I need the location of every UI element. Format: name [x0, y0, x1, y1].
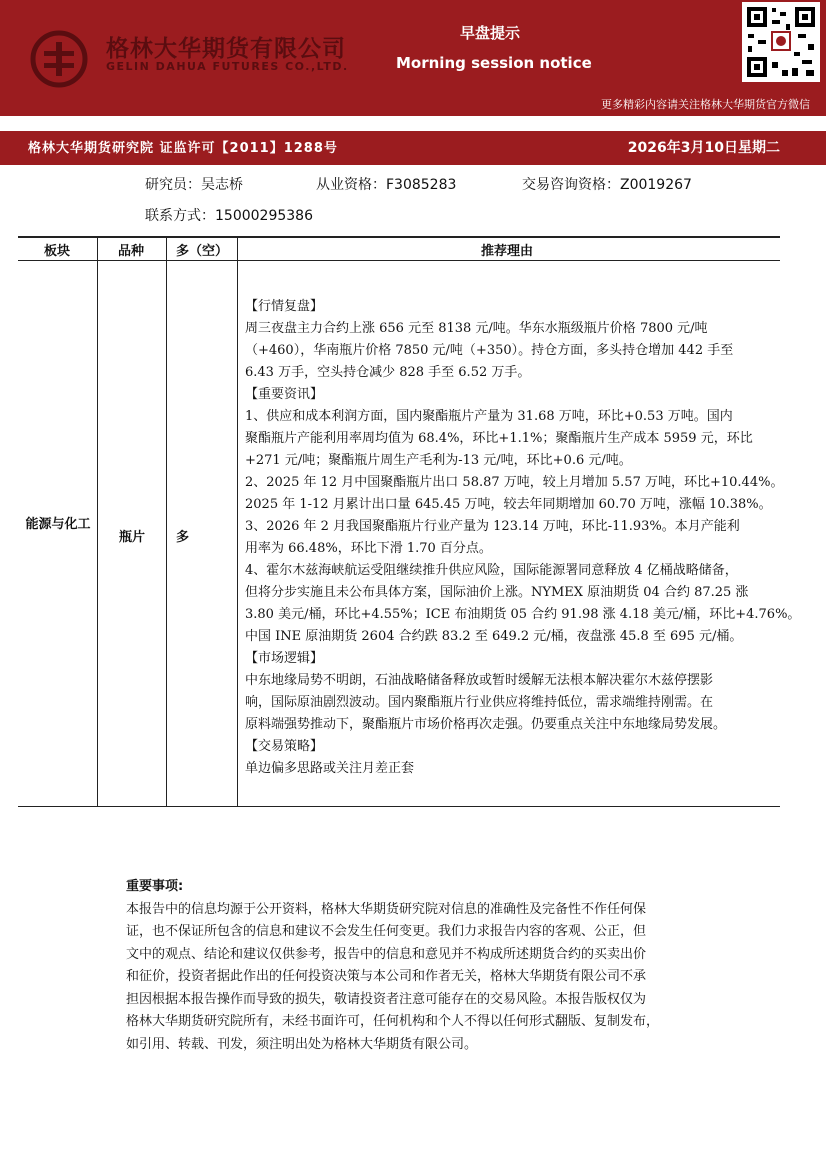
reason-line: 【重要资讯】 [245, 387, 324, 402]
company-logo-icon [30, 30, 88, 88]
table-column-divider [166, 236, 167, 807]
reason-line: 4、霍尔木兹海峡航运受阻继续推升供应风险，国际能源署同意释放 4 亿桶战略储备， [245, 563, 738, 578]
cell-variety: 瓶片 [118, 530, 145, 545]
report-date: 2026年3月10日星期二 [627, 140, 780, 156]
contact-info: 联系方式：15000295386 [145, 208, 313, 224]
table-bottom-border [18, 806, 780, 807]
reason-line: 用率为 66.48%，环比下滑 1.70 百分点。 [245, 541, 492, 556]
disclaimer-line: 担因根据本报告操作而导致的损失，敬请投资者注意可能存在的交易风险。本报告版权仅为 [126, 991, 647, 1007]
reason-line: 【市场逻辑】 [245, 651, 324, 666]
report-title-cn: 早盘提示 [460, 24, 521, 42]
reason-line: +271 元/吨；聚酯瓶片周生产毛利为-13 元/吨，环比+0.6 元/吨。 [245, 453, 632, 468]
reason-line: 6.43 万手，空头持仓减少 828 手至 6.52 万手。 [245, 365, 531, 380]
disclaimer [126, 876, 704, 1056]
reason-line: 但将分步实施且未公布具体方案，国际油价上涨。NYMEX 原油期货 04 合约 87.25 涨 [245, 585, 749, 600]
header-reason: 推荐理由 [481, 244, 534, 259]
reason-line: 周三夜盘主力合约上涨 656 元至 8138 元/吨。华东水瓶级瓶片价格 7800 元/吨 [245, 321, 708, 336]
table-top-border [18, 236, 780, 238]
report-title-en: Morning session notice [396, 54, 592, 72]
reason-line: 聚酯瓶片产能利用率周均值为 68.4%，环比+1.1%；聚酯瓶片生产成本 5959 元，环比 [245, 431, 753, 446]
disclaimer-title: 重要事项: [126, 879, 184, 894]
reason-line: 原料端强势推动下，聚酯瓶片市场价格再次走强。仍要重点关注中东地缘局势发展。 [245, 717, 727, 732]
disclaimer-line: 和征价，投资者据此作出的任何投资决策与本公司和作者无关，格林大华期货有限公司不承 [126, 969, 647, 984]
reason-line: 3.80 美元/桶，环比+4.55%；ICE 布油期货 05 合约 91.98 涨 4.18 美元/桶，环比+4.76%。 [245, 607, 801, 622]
disclaimer-line: 文中的观点、结论和建议仅供参考，报告中的信息和意见并不构成所述期货合约的买卖出价 [126, 946, 647, 962]
follow-wechat-text: 更多精彩内容请关注格林大华期货官方微信 [601, 98, 810, 111]
reason-line: 1、供应和成本利润方面，国内聚酯瓶片产量为 31.68 万吨，环比+0.53 万吨。国内 [245, 409, 733, 424]
qualification-no: 从业资格：F3085283 [316, 177, 457, 193]
reason-line: 2、2025 年 12 月中国聚酯瓶片出口 58.87 万吨，较上月增加 5.57 万吨，环比+10.44%。 [245, 475, 784, 490]
researcher-name: 研究员：吴志桥 [145, 177, 243, 193]
reason-line: 单边偏多思路或关注月差正套 [245, 761, 415, 776]
reason-line: 响，国际原油剧烈波动。国内聚酯瓶片行业供应将维持低位，需求端维持刚需。在 [245, 695, 714, 710]
consult-qualification: 交易咨询资格：Z0019267 [522, 177, 692, 193]
table-column-divider [97, 236, 98, 807]
reason-line: 2025 年 1-12 月累计出口量 645.45 万吨，较去年同期增加 60.70 万吨，涨幅 10.38%。 [245, 497, 772, 512]
reason-line: 3、2026 年 2 月我国聚酯瓶片行业产量为 123.14 万吨，环比-11.93%。本月产能利 [245, 519, 740, 534]
table-header-divider [18, 260, 780, 261]
table-column-divider [237, 236, 238, 807]
reason-line: （+460），华南瓶片价格 7850 元/吨（+350）。持仓方面，多头持仓增加 442 手至 [245, 343, 734, 358]
header-sector: 板块 [44, 244, 71, 259]
header-banner [0, 0, 826, 116]
reason-line: 中东地缘局势不明朗，石油战略储备释放或暂时缓解无法根本解决霍尔木兹停摆影 [245, 673, 714, 688]
reason-line: 中国 INE 原油期货 2604 合约跌 83.2 至 649.2 元/桶，夜盘涨 45.8 至 695 元/桶。 [245, 629, 743, 644]
disclaimer-line: 格林大华期货研究院所有，未经书面许可，任何机构和个人不得以任何形式翻版、复制发布， [126, 1014, 660, 1029]
reason-line: 【行情复盘】 [245, 299, 324, 314]
institute-license: 格林大华期货研究院 证监许可【2011】1288号 [28, 141, 338, 156]
header-variety: 品种 [118, 244, 145, 259]
disclaimer-line: 证，也不保证所包含的信息和建议不会发生任何变更。我们力求报告内容的客观、公正，但 [126, 924, 647, 939]
recommendation-reason [245, 296, 801, 780]
cell-direction: 多 [176, 530, 190, 545]
company-name-en: GELIN DAHUA FUTURES CO.,LTD. [106, 60, 349, 73]
info-bar [0, 131, 826, 165]
reason-line: 【交易策略】 [245, 739, 324, 754]
cell-sector: 能源与化工 [25, 517, 91, 532]
company-name-cn: 格林大华期货有限公司 [106, 36, 346, 62]
disclaimer-line: 本报告中的信息均源于公开资料，格林大华期货研究院对信息的准确性及完备性不作任何保 [126, 901, 647, 917]
qr-code-icon [742, 2, 820, 82]
disclaimer-line: 如引用、转载、刊发，须注明出处为格林大华期货有限公司。 [126, 1036, 478, 1052]
header-direction: 多（空） [176, 244, 229, 259]
